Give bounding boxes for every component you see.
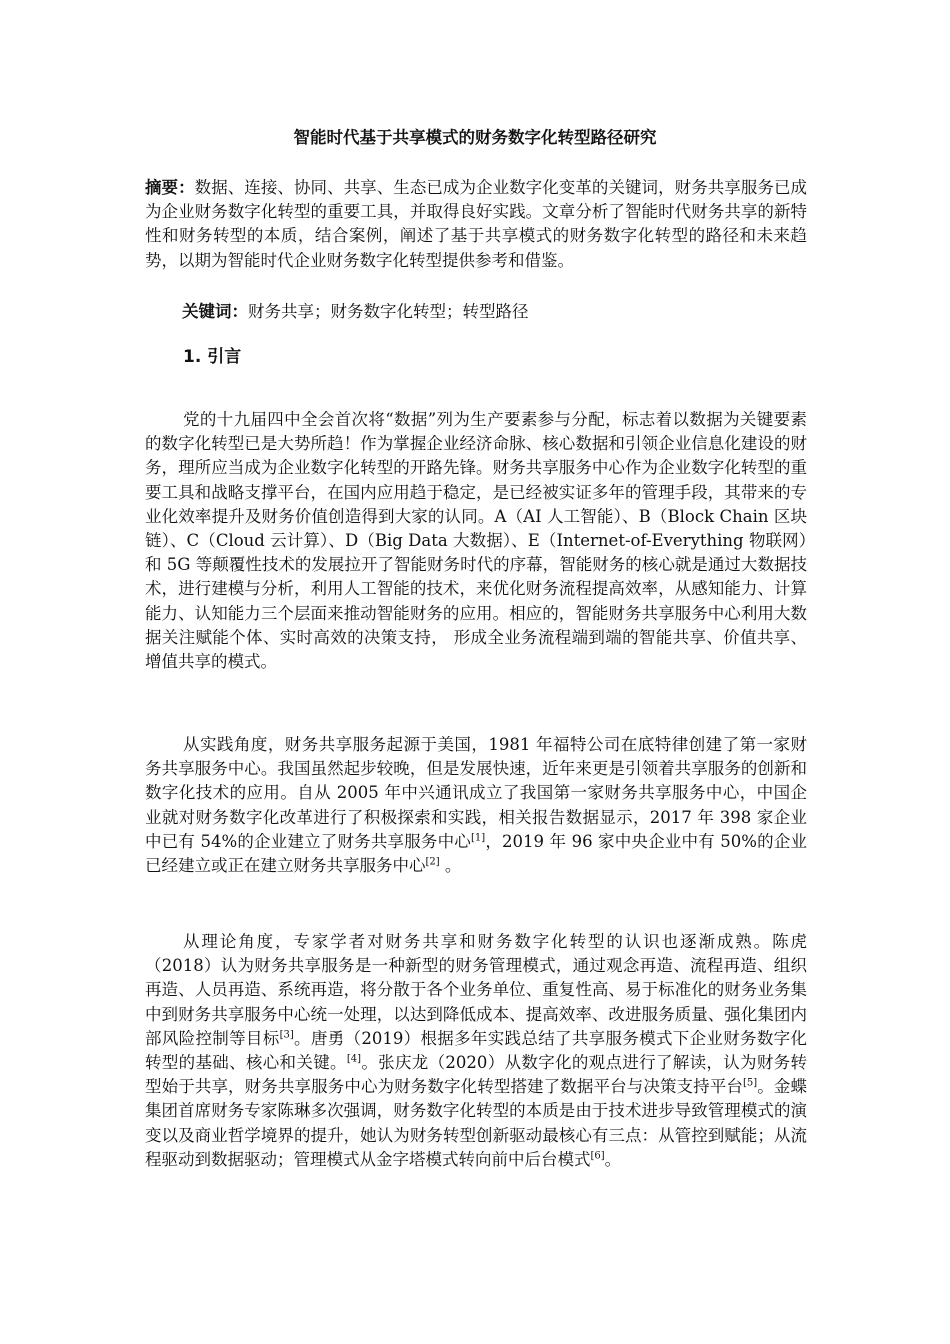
paragraph-2-text-b: ，2019 年 96 家中央企业中有 50%的企业已经建立或正在建立财务共享服务中心 xyxy=(145,831,808,876)
paragraph-2 xyxy=(145,733,807,878)
abstract-text: 数据、连接、协同、共享、生态已成为企业数字化变革的关键词，财务共享服务已成为企业财务数字化转型的重要工具，并取得良好实践。文章分析了智能时代财务共享的新特性和财务转型的本质，结合案例，阐述了基于共享模式的财务数字化转型的路径和未来趋势，以期为智能时代企业财务数字化转型提供参考和借鉴。 xyxy=(145,178,808,270)
paragraph-3 xyxy=(145,930,807,1172)
citation-6: [6] xyxy=(590,1150,605,1162)
keywords-label: 关键词： xyxy=(182,302,248,321)
citation-2: [2] xyxy=(425,856,440,868)
keywords-text: 财务共享；财务数字化转型；转型路径 xyxy=(248,302,529,321)
paragraph-2-text-a: 从实践角度，财务共享服务起源于美国，1981 年福特公司在底特律创建了第一家财务共享服务中心。我国虽然起步较晚，但是发展快速，近年来更是引领着共享服务的创新和数字化技术的应用。自从 2005 年中兴通讯成立了我国第一家财务共享服务中心，中国企业就对财务数字化改革进行了积极探索和实践，相关报告数据显示，2017 年 398 家企业中已有 54%的企业建立了财务共享服务中心 xyxy=(145,735,807,851)
paragraph-3-text-e: 。 xyxy=(604,1149,622,1169)
paragraph-1: 党的十九届四中全会首次将“数据”列为生产要素参与分配，标志着以数据为关键要素的数字化转型已是大势所趋！作为掌握企业经济命脉、核心数据和引领企业信息化建设的财务，理所应当成为企业数字化转型的开路先锋。财务共享服务中心作为企业数字化转型的重要工具和战略支撑平台，在国内应用趋于稳定，是已经被实证多年的管理手段，其带来的专业化效率提升及财务价值创造得到大家的认同。A（AI 人工智能）、B（Block Chain 区块链）、C（Cloud 云计算）、D（Big Data 大数据）、E（Internet-of-Everything 物联网）和 5G 等颠覆性技术的发展拉开了智能财务时代的序幕，智能财务的核心就是通过大数据技术，进行建模与分析，利用人工智能的技术，来优化财务流程提高效率，从感知能力、计算能力、认知能力三个层面来推动智能财务的应用。相应的，智能财务共享服务中心利用大数据关注赋能个体、实时高效的决策支持， 形成全业务流程端到端的智能共享、价值共享、增值共享的模式。 xyxy=(145,410,807,672)
abstract-label: 摘要： xyxy=(145,178,195,197)
citation-1: [1] xyxy=(471,832,486,844)
paragraph-3-text-d: 。金蝶集团首席财务专家陈琳多次强调，财务数字化转型的本质是由于技术进步导致管理模式的演变以及商业哲学境界的提升，她认为财务转型创新驱动最核心有三点：从管控到赋能；从流程驱动到数据驱动；管理模式从金字塔模式转向前中后台模式 xyxy=(145,1077,808,1169)
paragraph-2-text-c: 。 xyxy=(439,856,462,876)
section-heading-introduction: 1. 引言 xyxy=(183,347,242,367)
abstract xyxy=(145,176,807,273)
paper-title: 智能时代基于共享模式的财务数字化转型路径研究 xyxy=(293,128,657,147)
citation-4: [4] xyxy=(346,1053,362,1065)
paragraph-3-text-a: 从理论角度，专家学者对财务共享和财务数字化转型的认识也逐渐成熟。陈虎（2018）认为财务共享服务是一种新型的财务管理模式，通过观念再造、流程再造、组织再造、人员再造、系统再造，将分散于各个业务单位、重复性高、易于标准化的财务业务集中到财务共享服务中心统一处理，以达到降低成本、提高效率、改进服务质量、强化集团内部风险控制等目标 xyxy=(145,932,807,1048)
paragraph-3-text-c: 。张庆龙（2020）从数字化的观点进行了解读，认为财务转型始于共享，财务共享服务中心为财务数字化转型搭建了数据平台与决策支持平台 xyxy=(145,1053,807,1097)
keywords xyxy=(145,300,807,324)
citation-5: [5] xyxy=(743,1077,758,1089)
citation-3: [3] xyxy=(279,1029,294,1041)
paragraph-3-text-b: 。唐勇（2019）根据多年实践总结了共享服务模式下企业财务数字化转型的基础、核心和关键。 xyxy=(145,1028,807,1073)
